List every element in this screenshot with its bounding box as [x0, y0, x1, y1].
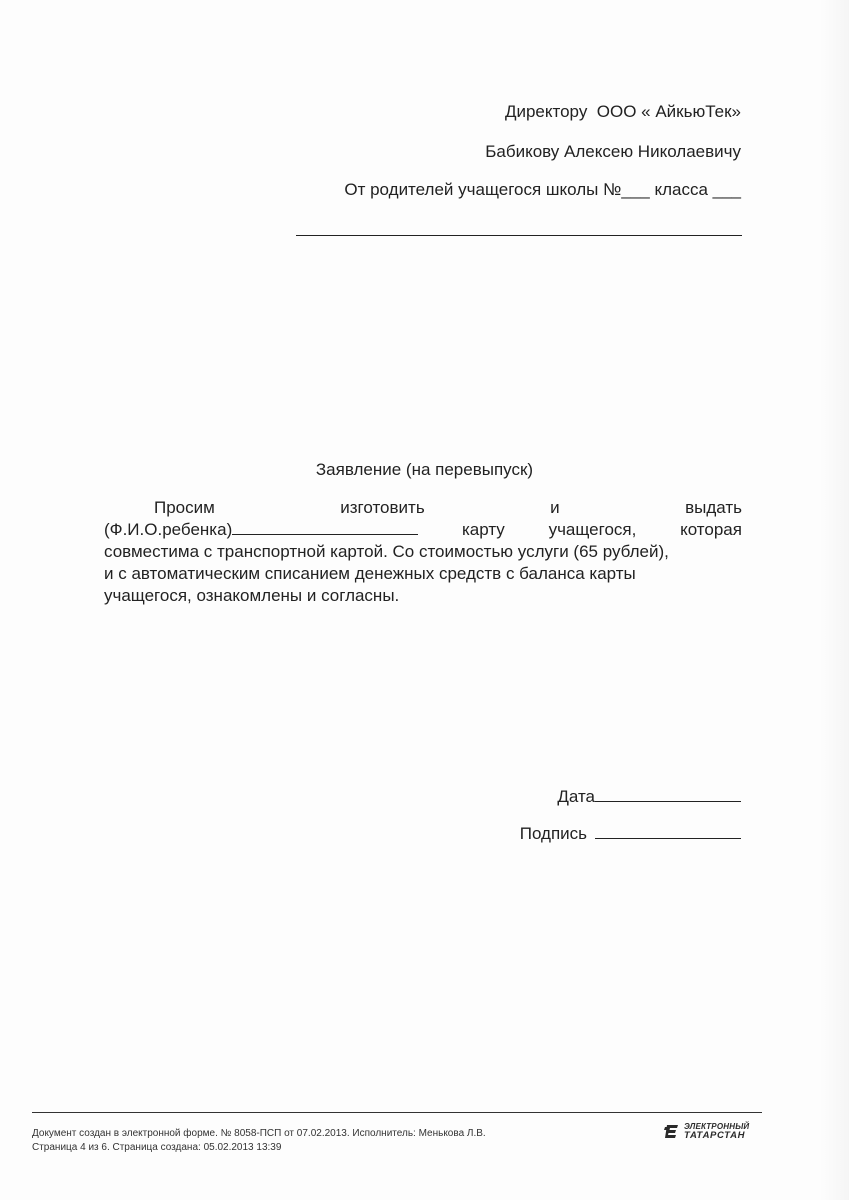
paragraph-row-2 — [104, 519, 742, 541]
child-name-label: (Ф.И.О.ребенка) — [104, 520, 233, 539]
word-kartu: карту — [461, 520, 505, 539]
statement-paragraph — [104, 497, 742, 607]
footer-rule — [32, 1112, 762, 1113]
child-name-blank — [232, 520, 418, 535]
paragraph-row-1 — [104, 497, 742, 519]
child-name-field — [104, 519, 418, 541]
word-uchashchegosya: учащегося, — [548, 520, 637, 539]
date-label: Дата — [557, 787, 595, 806]
parents-name-blank-line — [296, 235, 742, 236]
signature-field — [520, 824, 741, 844]
logo-bottom-text: ТАТАРСТАН — [684, 1130, 746, 1141]
from-parents-line: От родителей учащегося школы №___ класса ___ — [344, 180, 741, 199]
date-blank — [595, 787, 741, 802]
electronic-tatarstan-logo — [664, 1122, 749, 1140]
footer-page-info: Страница 4 из 6. Страница создана: 05.02.2013 13:39 — [32, 1142, 282, 1153]
word-izgotovit: изготовить — [340, 498, 425, 517]
logo-top-text: ЭЛЕКТРОННЫЙ — [684, 1122, 750, 1131]
word-i: и — [550, 498, 560, 517]
signature-blank — [595, 824, 741, 839]
footer-doc-info: Документ создан в электронной форме. № 8058-ПСП от 07.02.2013. Исполнитель: Менькова Л.В. — [32, 1128, 486, 1139]
paragraph-row-4: и с автоматическим списанием денежных средств с баланса карты — [104, 564, 636, 583]
signature-label: Подпись — [519, 824, 587, 843]
word-prosim: Просим — [154, 498, 215, 517]
logo-mark-icon — [664, 1123, 680, 1139]
paragraph-row-3: совместима с транспортной картой. Со стоимостью услуги (65 рублей), — [104, 542, 669, 561]
scan-edge-shade — [819, 0, 849, 1200]
addressee-name: Бабикову Алексею Николаевичу — [485, 142, 741, 161]
word-vydat: выдать — [685, 498, 742, 517]
addressee-director: Директору ООО « АйкьюТек» — [504, 102, 741, 121]
date-field — [557, 787, 741, 807]
paragraph-row-5: учащегося, ознакомлены и согласны. — [104, 586, 400, 605]
word-kotoraya: которая — [680, 520, 742, 539]
logo-wordmark — [684, 1122, 749, 1140]
statement-title: Заявление (на перевыпуск) — [315, 460, 534, 479]
